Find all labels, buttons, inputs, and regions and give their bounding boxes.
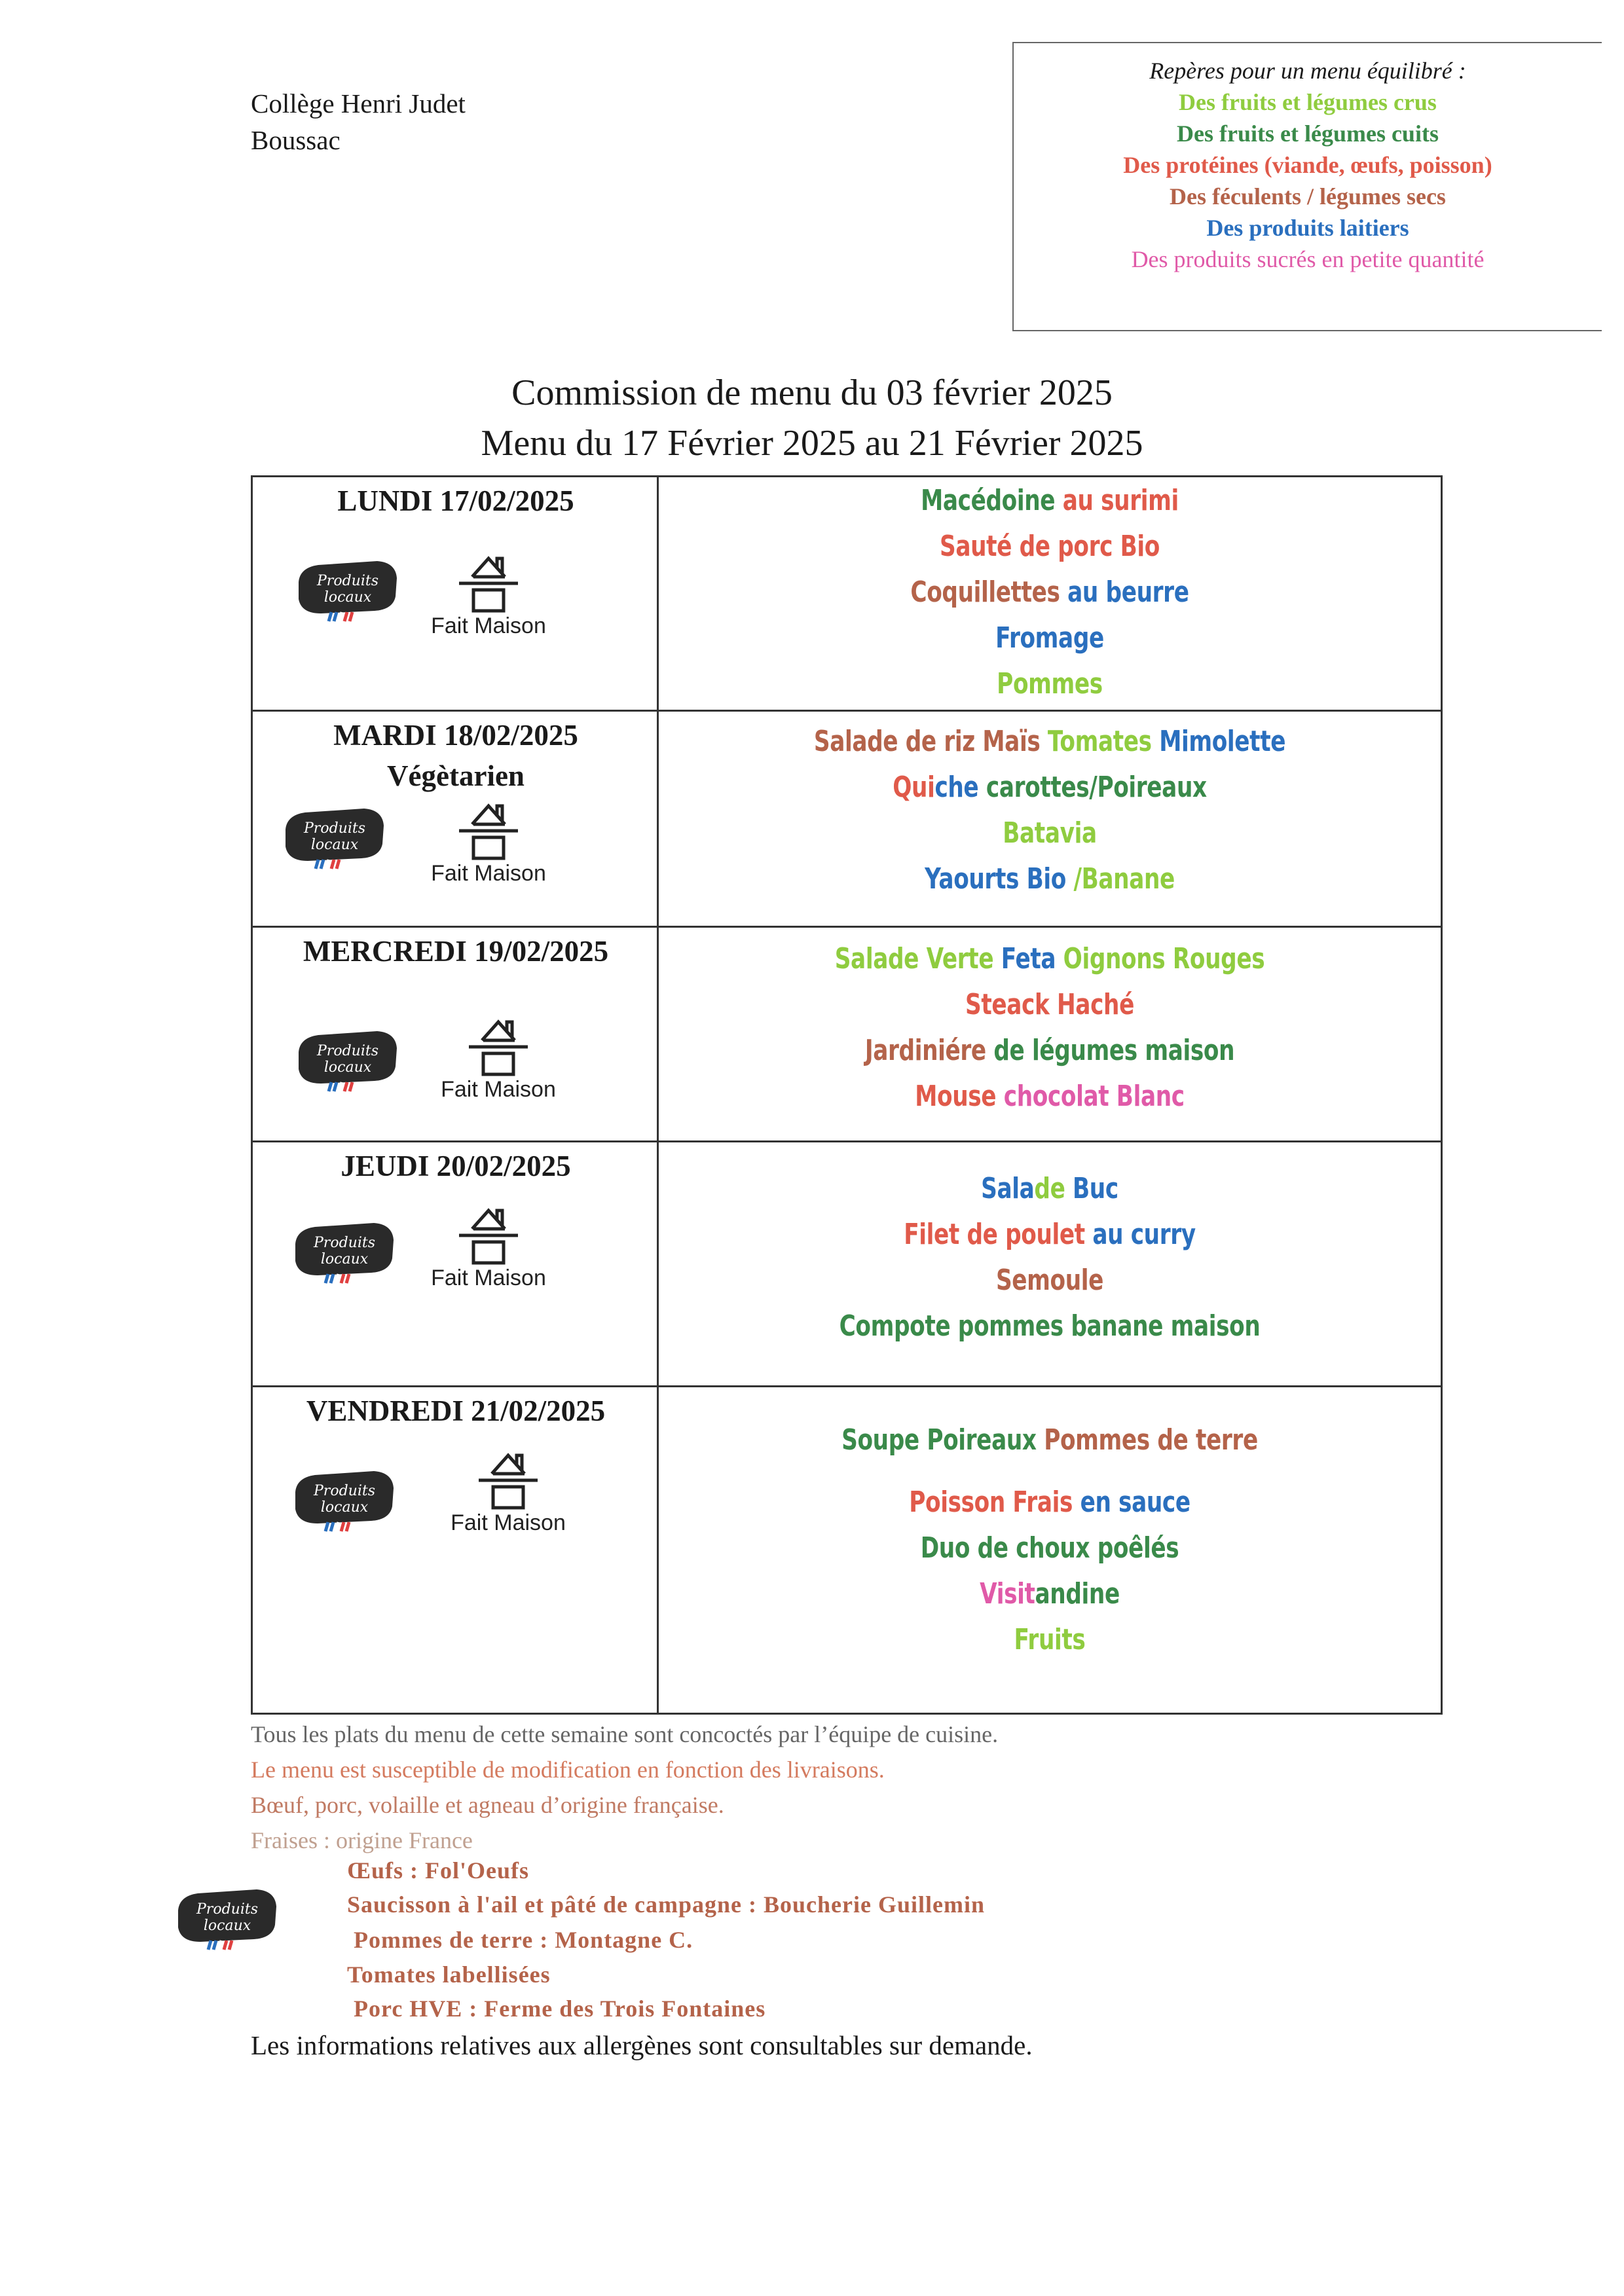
reperes-item: Des fruits et légumes crus: [1179, 89, 1437, 115]
dish-line: [745, 1623, 1354, 1656]
day-cell: [253, 712, 659, 926]
dish-line: [745, 1577, 1354, 1611]
day-row: [253, 477, 1441, 712]
allergens-note: Les informations relatives aux allergènes sont consultables sur demande.: [251, 2030, 1033, 2060]
reperes-item: Des produits sucrés en petite quantité: [1131, 246, 1485, 272]
dish-text: Yaourts Bio: [925, 862, 1074, 896]
dish-text: Mimolette: [1159, 725, 1286, 758]
dish-text: andine: [1035, 1577, 1120, 1611]
svg-text:locaux: locaux: [310, 837, 359, 853]
svg-text:Produits: Produits: [317, 1043, 378, 1059]
fait-maison-label: Fait Maison: [431, 861, 546, 886]
fait-maison-label: Fait Maison: [431, 1266, 546, 1290]
reperes-title: Repères pour un menu équilibré :: [1149, 58, 1466, 84]
fait-maison-label: Fait Maison: [441, 1077, 556, 1102]
day-row: [253, 1387, 1441, 1713]
footer-line-3: Bœuf, porc, volaille et agneau d’origine française.: [251, 1792, 724, 1818]
day-row: [253, 712, 1441, 928]
dish-line: [745, 1218, 1354, 1251]
dish-text: Oignons Rouges: [1063, 942, 1265, 975]
dish-text: carottes/Poireaux: [986, 771, 1207, 804]
reperes-item: Des produits laitiers: [1206, 215, 1409, 241]
dish-text: Buc: [1073, 1172, 1118, 1205]
fait-maison-logo: [420, 1201, 557, 1300]
day-cell: [253, 477, 659, 710]
dish-text: Visit: [980, 1577, 1035, 1611]
day-cell: [253, 1142, 659, 1385]
footer-line-1: Tous les plats du menu de cette semaine sont concoctés par l’équipe de cuisine.: [251, 1721, 999, 1747]
footer-line-2: Le menu est susceptible de modification en fonction des livraisons.: [251, 1757, 885, 1783]
dish-line: [745, 1485, 1354, 1519]
reperes-box: [1012, 42, 1602, 331]
produits-locaux-badge: [279, 803, 388, 873]
reperes-item: Des fruits et légumes cuits: [1177, 120, 1439, 147]
fait-maison-logo: [439, 1446, 577, 1544]
day-note: Végètarien: [387, 759, 525, 792]
dish-text: Coquillettes: [910, 575, 1068, 609]
day-label: MARDI 18/02/2025: [333, 719, 578, 752]
dish-text: Salade Verte: [834, 942, 1001, 975]
dishes-cell: [659, 928, 1441, 1140]
produits-locaux-badge: [292, 1026, 401, 1095]
svg-text:locaux: locaux: [203, 1918, 251, 1934]
day-cell: [253, 1387, 659, 1713]
dish-line: [745, 942, 1354, 975]
dish-text: /Banane: [1073, 862, 1175, 896]
fait-maison-logo: [420, 797, 557, 895]
commission-title: Commission de menu du 03 février 2025: [511, 373, 1113, 413]
dish-text: au surimi: [1062, 484, 1179, 517]
dish-line: [745, 621, 1354, 655]
dish-text: Soupe Poireaux: [841, 1423, 1044, 1457]
svg-text:Produits: Produits: [304, 820, 365, 837]
day-label: LUNDI 17/02/2025: [337, 484, 574, 517]
day-label: MERCREDI 19/02/2025: [303, 935, 609, 968]
fait-maison-label: Fait Maison: [451, 1510, 566, 1535]
dishes-cell: [659, 1387, 1441, 1713]
dish-text: Jardiniére: [864, 1034, 994, 1067]
day-label: JEUDI 20/02/2025: [341, 1150, 571, 1182]
dish-text: Steack Haché: [965, 988, 1134, 1021]
dish-text: au beurre: [1067, 575, 1189, 609]
dish-line: [745, 1034, 1354, 1067]
dish-line: [745, 771, 1354, 804]
dishes-cell: [659, 712, 1441, 926]
local-supplier: Tomates labellisées: [347, 1961, 551, 1988]
dish-line: [745, 484, 1354, 517]
fait-maison-logo: [420, 549, 557, 647]
dish-line: [745, 530, 1354, 563]
fait-maison-label: Fait Maison: [431, 613, 546, 638]
dish-text: Fruits: [1014, 1623, 1086, 1656]
menu-table: [251, 475, 1443, 1715]
reperes-item: Des féculents / légumes secs: [1170, 183, 1446, 210]
dish-line: [745, 725, 1354, 758]
svg-text:locaux: locaux: [323, 1059, 372, 1076]
dish-text: Batavia: [1003, 816, 1097, 850]
dish-text: che: [934, 771, 986, 804]
produits-locaux-badge: [289, 1466, 397, 1535]
dish-text: Fromage: [995, 621, 1104, 655]
dish-line: [745, 862, 1354, 896]
dish-text: Mouse: [915, 1080, 1004, 1113]
dish-text: Pommes de terre: [1044, 1423, 1258, 1457]
svg-text:locaux: locaux: [320, 1499, 369, 1516]
dish-line: [745, 1172, 1354, 1205]
dish-line: [745, 667, 1354, 701]
dish-line: [745, 1309, 1354, 1343]
local-supplier: Œufs : Fol'Oeufs: [347, 1857, 530, 1884]
footer-line-4: Fraises : origine France: [251, 1827, 473, 1853]
local-supplier: Saucisson à l'ail et pâté de campagne : Boucherie Guillemin: [347, 1891, 985, 1918]
dish-text: Poisson Frais: [909, 1485, 1080, 1519]
day-row: [253, 928, 1441, 1142]
dish-line: [745, 1531, 1354, 1565]
dish-text: en sauce: [1080, 1485, 1190, 1519]
svg-text:Produits: Produits: [314, 1483, 375, 1499]
dishes-cell: [659, 1142, 1441, 1385]
school-name: Collège Henri Judet: [251, 88, 466, 118]
dish-text: Tomates: [1047, 725, 1160, 758]
day-cell: [253, 928, 659, 1140]
dish-text: de: [1034, 1172, 1073, 1205]
day-row: [253, 1142, 1441, 1387]
dish-text: Macédoine: [921, 484, 1063, 517]
produits-locaux-badge: [289, 1218, 397, 1287]
dish-text: Sauté de porc Bio: [940, 530, 1160, 563]
dish-text: de légumes maison: [993, 1034, 1235, 1067]
dish-line: [745, 988, 1354, 1021]
dish-text: Semoule: [995, 1264, 1104, 1297]
svg-text:Produits: Produits: [317, 573, 378, 589]
menu-title: Menu du 17 Février 2025 au 21 Février 2025: [481, 423, 1143, 464]
school-city: Boussac: [251, 125, 341, 155]
dish-text: Duo de choux poêlés: [920, 1531, 1179, 1565]
dish-text: Filet de poulet: [904, 1218, 1093, 1251]
local-supplier: Porc HVE : Ferme des Trois Fontaines: [354, 1995, 766, 2022]
day-label: VENDREDI 21/02/2025: [306, 1394, 606, 1427]
svg-text:Produits: Produits: [314, 1235, 375, 1251]
school-header: [251, 85, 466, 158]
reperes-item: Des protéines (viande, œufs, poisson): [1123, 152, 1492, 178]
svg-text:Produits: Produits: [196, 1901, 258, 1918]
dish-text: Compote pommes banane maison: [839, 1309, 1261, 1343]
dish-text: Feta: [1001, 942, 1063, 975]
dish-text: au curry: [1092, 1218, 1196, 1251]
dish-text: Sala: [981, 1172, 1035, 1205]
dish-line: [745, 816, 1354, 850]
dish-line: [745, 1080, 1354, 1113]
dish-line: [745, 1423, 1354, 1457]
dish-text: Qui: [893, 771, 935, 804]
dish-line: [745, 1264, 1354, 1297]
produits-locaux-badge: [292, 556, 401, 625]
dish-text: chocolat Blanc: [1003, 1080, 1185, 1113]
svg-text:locaux: locaux: [323, 589, 372, 606]
dish-line: [745, 575, 1354, 609]
dishes-cell: [659, 477, 1441, 710]
local-supplier: Pommes de terre : Montagne C.: [354, 1927, 693, 1953]
dish-text: Salade de riz Maïs: [813, 725, 1048, 758]
svg-text:locaux: locaux: [320, 1251, 369, 1267]
dish-text: Pommes: [997, 667, 1103, 701]
fait-maison-logo: [430, 1013, 567, 1111]
produits-locaux-badge: [172, 1884, 280, 1954]
